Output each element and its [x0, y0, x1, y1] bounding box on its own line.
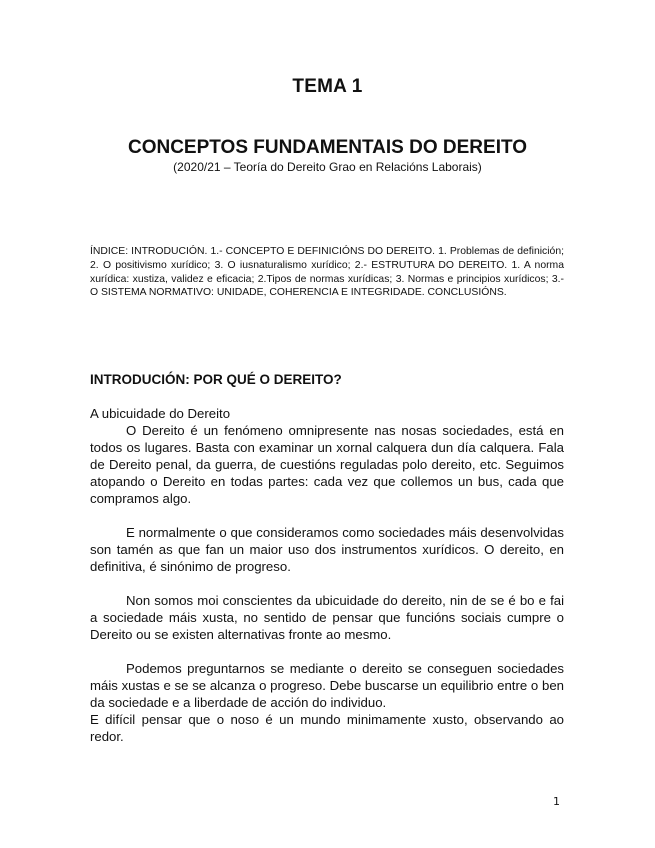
- body-text: [90, 405, 564, 745]
- paragraph: E difícil pensar que o noso é un mundo minimamente xusto, observando ao redor.: [90, 712, 564, 744]
- page-number: 1: [553, 795, 560, 808]
- chapter-label: TEMA 1: [292, 76, 363, 97]
- document-title: CONCEPTOS FUNDAMENTAIS DO DEREITO: [127, 137, 528, 158]
- paragraph: E normalmente o que consideramos como sociedades máis desenvolvidas son tamén as que fan un maior uso dos instrumentos xurídicos. O dereito, en definitiva, é sinónimo de progreso.: [90, 525, 564, 574]
- document-subtitle: (2020/21 – Teoría do Dereito Grao en Relacións Laborais): [173, 160, 482, 174]
- table-of-contents: ÍNDICE: INTRODUCIÓN. 1.- CONCEPTO E DEFINICIÓNS DO DEREITO. 1. Problemas de definición; 2. O positivismo xurídico; 3. O iusnaturalismo xurídico; 2.- ESTRUTURA DO DEREITO. 1. A norma xurídica: xustiza, validez e eficacia; 2.Tipos de normas xurídicas; 3. Normas e principios xurídicos; 3.- O SISTEMA NORMATIVO: UNIDADE, COHERENCIA E INTEGRIDADE. CONCLUSIÓNS.: [90, 246, 564, 299]
- section-heading: INTRODUCIÓN: POR QUÉ O DEREITO?: [90, 372, 342, 387]
- paragraph: Podemos preguntarnos se mediante o dereito se conseguen sociedades máis xustas e se se alcanza o progreso. Debe buscarse un equilibrio entre o ben da sociedade e a liberdade de acción do individuo.: [90, 661, 564, 710]
- paragraph: O Dereito é un fenómeno omnipresente nas nosas sociedades, está en todos os lugares. Basta con examinar un xornal calquera dun día calquera. Fala de Dereito penal, da guerra, de cuestións reguladas polo dereito, etc. Seguimos atopando o Dereito en todas partes: cada vez que collemos un bus, cada que compramos algo.: [90, 423, 564, 506]
- subheading: A ubicuidade do Dereito: [90, 406, 231, 421]
- paragraph: Non somos moi conscientes da ubicuidade do dereito, nin de se é bo e fai a sociedade máis xusta, no sentido de pensar que funcións sociais cumpre o Dereito ou se existen alternativas fronte ao mesmo.: [90, 593, 564, 642]
